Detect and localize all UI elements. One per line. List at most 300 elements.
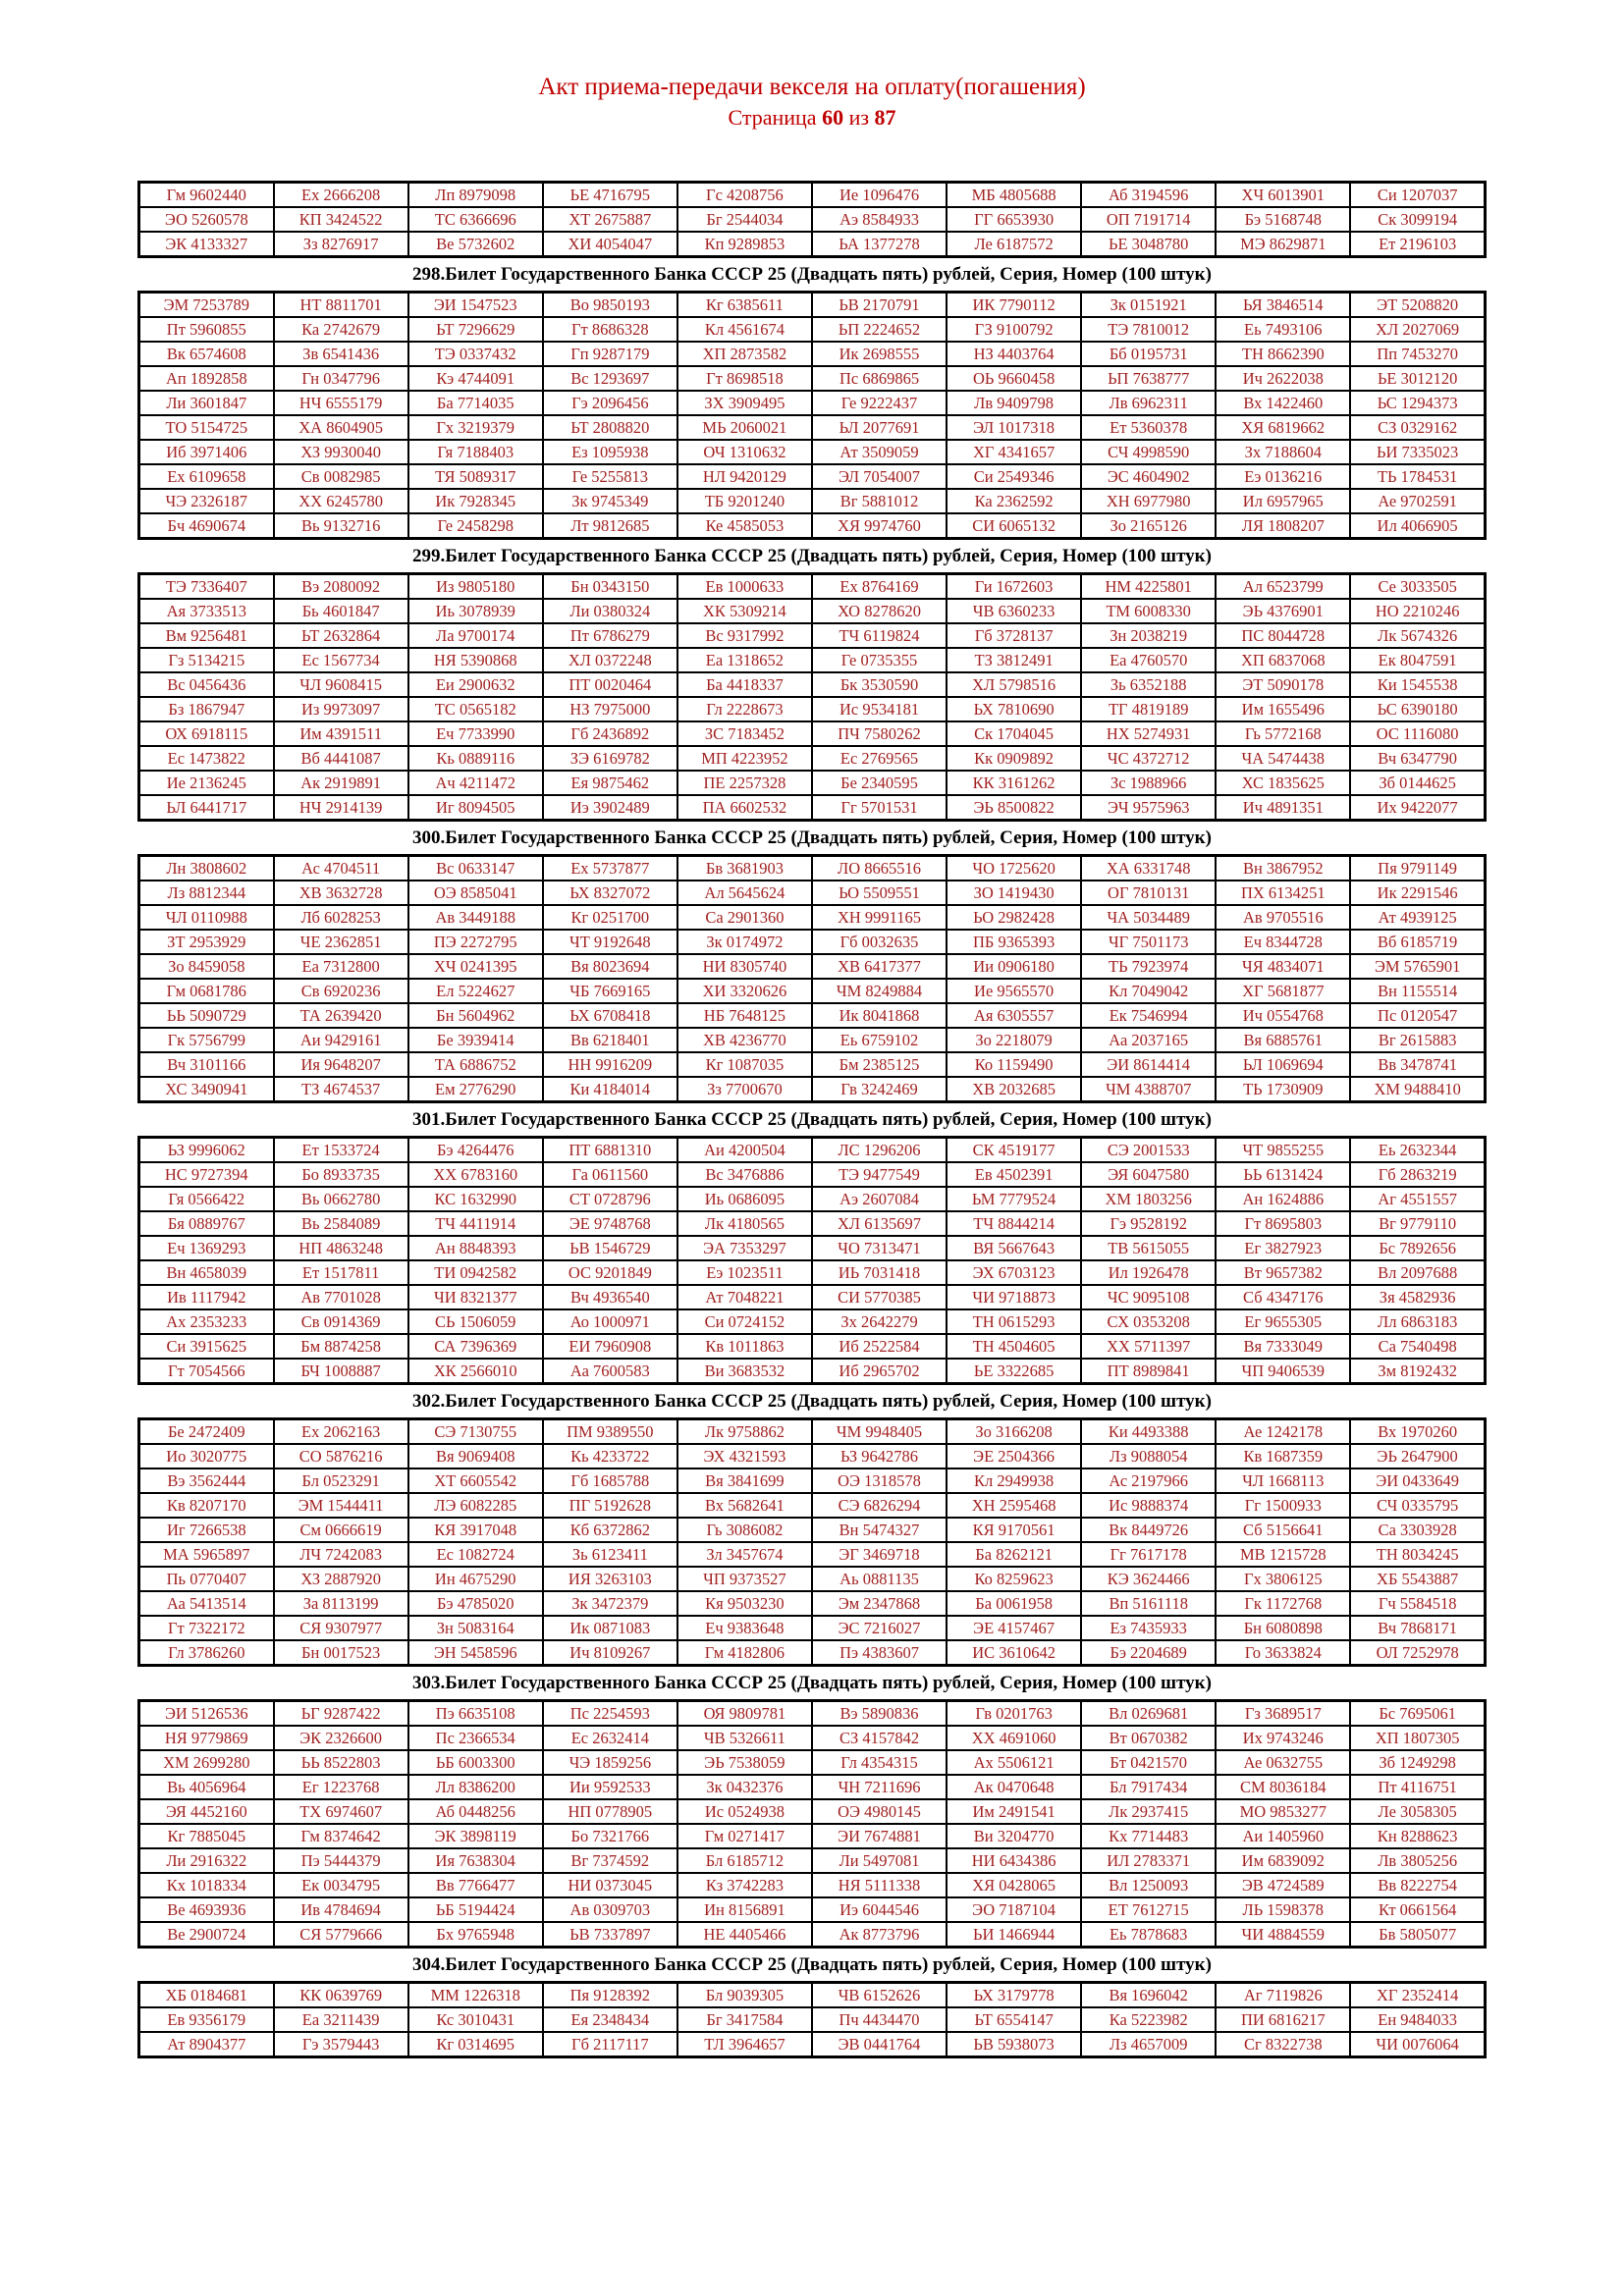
serial-cell: Ат 3509059 <box>812 440 947 464</box>
serial-cell: Св 6920236 <box>274 979 408 1003</box>
serial-cell: Ие 2136245 <box>139 771 274 795</box>
table-row <box>139 1873 1486 1897</box>
serial-cell: ПА 6602532 <box>677 795 812 821</box>
serial-cell: ТО 5154725 <box>139 415 274 440</box>
serial-cell: ЬБ 6003300 <box>408 1750 543 1775</box>
serial-cell: Бя 0889767 <box>139 1211 274 1236</box>
serial-cell: Ав 0309703 <box>543 1897 677 1922</box>
serial-cell: ЕТ 7612715 <box>1081 1897 1216 1922</box>
serial-cell: Аи 4200504 <box>677 1138 812 1163</box>
table-row <box>139 930 1486 954</box>
serial-cell: Гб 1685788 <box>543 1468 677 1493</box>
serial-cell: ЧП 9373527 <box>677 1567 812 1591</box>
serial-cell: ЛЭ 6082285 <box>408 1493 543 1518</box>
serial-cell: Гх 3806125 <box>1216 1567 1350 1591</box>
serial-cell: НО 2210246 <box>1350 599 1485 623</box>
table-row <box>139 366 1486 391</box>
section-header: 298.Билет Государственного Банка СССР 25 (Двадцать пять) рублей, Серия, Номер (100 штук) <box>412 264 1212 285</box>
serial-cell: Гг 5701531 <box>812 795 947 821</box>
serial-cell: СЧ 0335795 <box>1350 1493 1485 1518</box>
table-row <box>139 183 1486 208</box>
serial-cell: Лл 6863183 <box>1350 1309 1485 1334</box>
serial-cell: ЭВ 0441764 <box>812 2032 947 2057</box>
section-header: 299.Билет Государственного Банка СССР 25 (Двадцать пять) рублей, Серия, Номер (100 штук) <box>412 546 1212 566</box>
serial-cell: Эм 2347868 <box>812 1591 947 1616</box>
serial-cell: Сг 8322738 <box>1216 2032 1350 2057</box>
serial-cell: ЧТ 9855255 <box>1216 1138 1350 1163</box>
serial-cell: Иэ 6044546 <box>812 1897 947 1922</box>
serial-cell: Ае 9702591 <box>1350 489 1485 513</box>
serial-cell: Гэ 3579443 <box>274 2032 408 2057</box>
serial-cell: ТС 6366696 <box>408 207 543 232</box>
serial-cell: Зя 4582936 <box>1350 1285 1485 1309</box>
serial-cell: Кн 8288623 <box>1350 1824 1485 1848</box>
serial-cell: СЭ 7130755 <box>408 1419 543 1445</box>
serial-cell: Пч 4434470 <box>812 2007 947 2032</box>
serial-cell: Кк 0909892 <box>947 746 1081 771</box>
serial-cell: НЕ 4405466 <box>677 1922 812 1948</box>
serial-cell: ИЯ 3263103 <box>543 1567 677 1591</box>
serial-cell: Си 2549346 <box>947 464 1081 489</box>
serial-cell: ЭК 4133327 <box>139 232 274 257</box>
serial-cell: Зб 0144625 <box>1350 771 1485 795</box>
serial-cell: НС 9727394 <box>139 1162 274 1187</box>
serial-cell: ЧЭ 1859256 <box>543 1750 677 1775</box>
serial-cell: ЬЗ 9996062 <box>139 1138 274 1163</box>
serial-cell: Ич 4891351 <box>1216 795 1350 821</box>
serial-cell: Кх 1018334 <box>139 1873 274 1897</box>
serial-cell: Пс 2254593 <box>543 1701 677 1727</box>
serial-cell: Еа 4760570 <box>1081 648 1216 672</box>
serial-cell: ТС 0565182 <box>408 697 543 721</box>
serial-cell: ЧМ 4388707 <box>1081 1077 1216 1102</box>
serial-cell: ОЭ 8585041 <box>408 881 543 905</box>
serial-cell: Лк 2937415 <box>1081 1799 1216 1824</box>
serial-cell: Ея 9875462 <box>543 771 677 795</box>
serial-cell: ЬТ 2808820 <box>543 415 677 440</box>
serial-cell: Бл 7917434 <box>1081 1775 1216 1799</box>
serial-cell: Ае 1242178 <box>1216 1419 1350 1445</box>
serial-cell: Зо 2218079 <box>947 1028 1081 1052</box>
serial-cell: Вб 6185719 <box>1350 930 1485 954</box>
serial-cell: НЯ 5390868 <box>408 648 543 672</box>
serial-cell: ЗТ 2953929 <box>139 930 274 954</box>
serial-cell: МЭ 8629871 <box>1216 232 1350 257</box>
table-row <box>139 1236 1486 1260</box>
serial-cell: Ач 4211472 <box>408 771 543 795</box>
serial-cell: ЬТ 6554147 <box>947 2007 1081 2032</box>
serial-cell: Во 9850193 <box>543 293 677 318</box>
serial-cell: ЭН 5458596 <box>408 1640 543 1666</box>
serial-cell: За 8113199 <box>274 1591 408 1616</box>
serial-cell: СК 4519177 <box>947 1138 1081 1163</box>
serial-cell: ВЯ 5667643 <box>947 1236 1081 1260</box>
page-total: 87 <box>874 105 896 130</box>
serial-cell: Ик 7928345 <box>408 489 543 513</box>
table-row <box>139 1052 1486 1077</box>
serial-cell: Ио 3020775 <box>139 1444 274 1468</box>
serial-cell: Ая 3733513 <box>139 599 274 623</box>
serial-cell: Ки 4493388 <box>1081 1419 1216 1445</box>
table-row <box>139 1848 1486 1873</box>
serial-cell: Зв 6541436 <box>274 342 408 366</box>
table-row <box>139 440 1486 464</box>
serial-cell: МЬ 2060021 <box>677 415 812 440</box>
serial-cell: Бм 8874258 <box>274 1334 408 1359</box>
serial-cell: ХЧ 0241395 <box>408 954 543 979</box>
serial-cell: Ик 2291546 <box>1350 881 1485 905</box>
serial-cell: Ис 9534181 <box>812 697 947 721</box>
table-row <box>139 648 1486 672</box>
serial-cell: Кв 1011863 <box>677 1334 812 1359</box>
serial-cell: НН 9916209 <box>543 1052 677 1077</box>
serial-cell: Кл 2949938 <box>947 1468 1081 1493</box>
serial-cell: НХ 5274931 <box>1081 721 1216 746</box>
serial-cell: Гя 0566422 <box>139 1187 274 1211</box>
serial-cell: ХГ 5681877 <box>1216 979 1350 1003</box>
serial-cell: Ге 2458298 <box>408 513 543 539</box>
serial-cell: ЭС 4604902 <box>1081 464 1216 489</box>
serial-cell: ЭИ 1547523 <box>408 293 543 318</box>
serial-cell: ЭЬ 8500822 <box>947 795 1081 821</box>
serial-cell: Ев 9356179 <box>139 2007 274 2032</box>
table-row <box>139 623 1486 648</box>
serial-cell: Им 4391511 <box>274 721 408 746</box>
table-row <box>139 1285 1486 1309</box>
serial-cell: ТЬ 1784531 <box>1350 464 1485 489</box>
serial-cell: ХГ 4341657 <box>947 440 1081 464</box>
serial-cell: Гэ 9528192 <box>1081 1211 1216 1236</box>
serial-cell: Гл 4354315 <box>812 1750 947 1775</box>
serial-cell: Ес 1567734 <box>274 648 408 672</box>
serial-cell: Гб 0032635 <box>812 930 947 954</box>
serial-cell: Гя 7188403 <box>408 440 543 464</box>
serial-cell: Еч 7733990 <box>408 721 543 746</box>
serial-cell: ОЧ 1310632 <box>677 440 812 464</box>
serial-cell: Ея 2348434 <box>543 2007 677 2032</box>
serial-cell: ЬИ 1466944 <box>947 1922 1081 1948</box>
serial-cell: ПИ 6816217 <box>1216 2007 1350 2032</box>
serial-cell: НМ 4225801 <box>1081 574 1216 600</box>
serial-cell: Зн 2038219 <box>1081 623 1216 648</box>
serial-cell: Гл 3786260 <box>139 1640 274 1666</box>
serial-cell: Аа 2037165 <box>1081 1028 1216 1052</box>
serial-cell: Ик 8041868 <box>812 1003 947 1028</box>
serial-cell: ОХ 6918115 <box>139 721 274 746</box>
serial-cell: ЬЕ 4716795 <box>543 183 677 208</box>
serial-cell: ТЧ 6119824 <box>812 623 947 648</box>
serial-cell: ЬЯ 3846514 <box>1216 293 1350 318</box>
serial-cell: ЭТ 5208820 <box>1350 293 1485 318</box>
serial-cell: Вэ 3562444 <box>139 1468 274 1493</box>
serial-cell: Ех 8764169 <box>812 574 947 600</box>
serial-cell: ЭО 7187104 <box>947 1897 1081 1922</box>
table-row <box>139 1616 1486 1640</box>
serial-cell: ЧИ 9718873 <box>947 1285 1081 1309</box>
table-row <box>139 1567 1486 1591</box>
serial-cell: Пя 9791149 <box>1350 856 1485 881</box>
serial-cell: Лк 4180565 <box>677 1211 812 1236</box>
serial-cell: Еи 2900632 <box>408 672 543 697</box>
serial-cell: НТ 8811701 <box>274 293 408 318</box>
table-row <box>139 979 1486 1003</box>
serial-cell: ЭГ 3469718 <box>812 1542 947 1567</box>
serial-cell: Са 2901360 <box>677 905 812 930</box>
serial-cell: Ие 1096476 <box>812 183 947 208</box>
serial-cell: ТБ 9201240 <box>677 489 812 513</box>
table-row <box>139 1028 1486 1052</box>
serial-cell: Вк 8449726 <box>1081 1518 1216 1542</box>
serial-block-section-300 <box>137 854 1487 1103</box>
serial-cell: НЯ 9779869 <box>139 1726 274 1750</box>
table-row <box>139 1359 1486 1384</box>
serial-cell: ХМ 9488410 <box>1350 1077 1485 1102</box>
serial-cell: ХХ 6245780 <box>274 489 408 513</box>
serial-cell: ХХ 6783160 <box>408 1162 543 1187</box>
serial-cell: Ик 0871083 <box>543 1616 677 1640</box>
serial-cell: ХА 6331748 <box>1081 856 1216 881</box>
serial-cell: СЬ 1506059 <box>408 1309 543 1334</box>
serial-cell: Еа 7312800 <box>274 954 408 979</box>
serial-cell: ЧВ 6152626 <box>812 1983 947 2008</box>
table-row <box>139 293 1486 318</box>
serial-cell: Пь 0770407 <box>139 1567 274 1591</box>
serial-cell: Вя 1696042 <box>1081 1983 1216 2008</box>
serial-cell: ЭЯ 6047580 <box>1081 1162 1216 1187</box>
serial-cell: Пт 5960855 <box>139 317 274 342</box>
serial-cell: СИ 6065132 <box>947 513 1081 539</box>
serial-cell: ТН 4504605 <box>947 1334 1081 1359</box>
serial-cell: Их 9422077 <box>1350 795 1485 821</box>
serial-cell: ЬМ 7779524 <box>947 1187 1081 1211</box>
serial-cell: Вл 1250093 <box>1081 1873 1216 1897</box>
table-row <box>139 1468 1486 1493</box>
serial-cell: Ех 2666208 <box>274 183 408 208</box>
serial-cell: ЧЯ 4834071 <box>1216 954 1350 979</box>
table-row <box>139 1260 1486 1285</box>
table-row <box>139 1211 1486 1236</box>
serial-cell: ПМ 9389550 <box>543 1419 677 1445</box>
serial-cell: ЬВ 7337897 <box>543 1922 677 1948</box>
serial-cell: Вв 3478741 <box>1350 1052 1485 1077</box>
serial-cell: ТИ 0942582 <box>408 1260 543 1285</box>
serial-cell: ЗО 1419430 <box>947 881 1081 905</box>
serial-cell: Вг 2615883 <box>1350 1028 1485 1052</box>
serial-cell: ЧИ 4884559 <box>1216 1922 1350 1948</box>
table-row <box>139 1003 1486 1028</box>
serial-cell: ТЧ 8844214 <box>947 1211 1081 1236</box>
serial-cell: Им 1655496 <box>1216 697 1350 721</box>
table-row <box>139 1309 1486 1334</box>
serial-cell: Сб 4347176 <box>1216 1285 1350 1309</box>
serial-cell: СХ 0353208 <box>1081 1309 1216 1334</box>
serial-cell: Ег 3827923 <box>1216 1236 1350 1260</box>
serials-table-container <box>137 181 1487 2058</box>
serial-cell: Ав 9705516 <box>1216 905 1350 930</box>
serial-cell: ХИ 4054047 <box>543 232 677 257</box>
serial-cell: СИ 5770385 <box>812 1285 947 1309</box>
serial-cell: Зь 6352188 <box>1081 672 1216 697</box>
serial-cell: Кг 0251700 <box>543 905 677 930</box>
serial-cell: ЬЬ 5090729 <box>139 1003 274 1028</box>
serial-cell: Вх 5682641 <box>677 1493 812 1518</box>
serial-cell: ЭЛ 7054007 <box>812 464 947 489</box>
serial-cell: Вс 1293697 <box>543 366 677 391</box>
table-row <box>139 1983 1486 2008</box>
serial-cell: Ао 1000971 <box>543 1309 677 1334</box>
serial-cell: ЬЗ 9642786 <box>812 1444 947 1468</box>
serial-cell: Иь 3078939 <box>408 599 543 623</box>
serial-cell: Бх 9765948 <box>408 1922 543 1948</box>
serial-cell: ЧС 4372712 <box>1081 746 1216 771</box>
serial-cell: ЬХ 8327072 <box>543 881 677 905</box>
serial-cell: ЬА 1377278 <box>812 232 947 257</box>
serial-cell: Ли 3601847 <box>139 391 274 415</box>
table-row <box>139 697 1486 721</box>
serial-cell: Вн 4658039 <box>139 1260 274 1285</box>
table-row <box>139 1824 1486 1848</box>
serial-cell: Пт 6786279 <box>543 623 677 648</box>
serial-cell: ЭМ 5765901 <box>1350 954 1485 979</box>
serial-cell: Бн 6080898 <box>1216 1616 1350 1640</box>
serial-cell: Ет 1533724 <box>274 1138 408 1163</box>
serial-cell: Ив 1117942 <box>139 1285 274 1309</box>
serial-cell: ТА 6886752 <box>408 1052 543 1077</box>
serial-cell: ЧВ 5326611 <box>677 1726 812 1750</box>
page-word: Страница <box>728 105 817 130</box>
serial-cell: Ич 8109267 <box>543 1640 677 1666</box>
serial-cell: Гь 5772168 <box>1216 721 1350 746</box>
serial-cell: Вс 9317992 <box>677 623 812 648</box>
serial-cell: Аэ 2607084 <box>812 1187 947 1211</box>
serial-cell: Кс 3010431 <box>408 2007 543 2032</box>
serial-cell: КП 3424522 <box>274 207 408 232</box>
serial-cell: ЭК 2326600 <box>274 1726 408 1750</box>
serial-cell: Вс 0633147 <box>408 856 543 881</box>
serial-cell: Ки 4184014 <box>543 1077 677 1102</box>
serial-cell: Ех 5737877 <box>543 856 677 881</box>
serial-cell: ОП 7191714 <box>1081 207 1216 232</box>
serial-cell: Кв 1687359 <box>1216 1444 1350 1468</box>
serial-cell: Бэ 4264476 <box>408 1138 543 1163</box>
serial-cell: ЧМ 8249884 <box>812 979 947 1003</box>
serial-cell: ХН 9991165 <box>812 905 947 930</box>
serial-cell: Гм 8374642 <box>274 1824 408 1848</box>
serial-cell: ПГ 5192628 <box>543 1493 677 1518</box>
serial-cell: СЯ 5779666 <box>274 1922 408 1948</box>
serial-cell: Вэ 5890836 <box>812 1701 947 1727</box>
serial-cell: ЛС 1296206 <box>812 1138 947 1163</box>
serial-cell: ЗС 7183452 <box>677 721 812 746</box>
serial-cell: Гм 4182806 <box>677 1640 812 1666</box>
serial-cell: Аэ 8584933 <box>812 207 947 232</box>
serial-cell: Ба 8262121 <box>947 1542 1081 1567</box>
serial-cell: ЬХ 6708418 <box>543 1003 677 1028</box>
serial-cell: Вт 9657382 <box>1216 1260 1350 1285</box>
serial-cell: Вс 3476886 <box>677 1162 812 1187</box>
serial-cell: Иб 2522584 <box>812 1334 947 1359</box>
serial-cell: ХЯ 0428065 <box>947 1873 1081 1897</box>
serial-cell: ПС 8044728 <box>1216 623 1350 648</box>
serial-cell: Еэ 1023511 <box>677 1260 812 1285</box>
serial-cell: Аг 4551557 <box>1350 1187 1485 1211</box>
serial-cell: Ал 5645624 <box>677 881 812 905</box>
serial-cell: ХЛ 0372248 <box>543 648 677 672</box>
serial-cell: Ба 0061958 <box>947 1591 1081 1616</box>
serial-cell: ХО 8278620 <box>812 599 947 623</box>
serial-cell: Иб 3971406 <box>139 440 274 464</box>
table-row <box>139 574 1486 600</box>
serial-cell: Ег 1223768 <box>274 1775 408 1799</box>
serial-cell: Ли 5497081 <box>812 1848 947 1873</box>
section-header: 302.Билет Государственного Банка СССР 25 (Двадцать пять) рублей, Серия, Номер (100 штук) <box>412 1391 1212 1412</box>
serial-cell: ОЯ 9809781 <box>677 1701 812 1727</box>
serial-cell: Вя 8023694 <box>543 954 677 979</box>
serial-cell: ЬВ 1546729 <box>543 1236 677 1260</box>
serial-cell: Ем 2776290 <box>408 1077 543 1102</box>
serial-cell: МА 5965897 <box>139 1542 274 1567</box>
serial-cell: ЧА 5474438 <box>1216 746 1350 771</box>
serial-cell: ЭЛ 1017318 <box>947 415 1081 440</box>
serial-cell: НЗ 4403764 <box>947 342 1081 366</box>
serial-cell: Вч 6347790 <box>1350 746 1485 771</box>
serial-cell: Гм 0271417 <box>677 1824 812 1848</box>
serial-cell: Ив 4784694 <box>274 1897 408 1922</box>
serial-cell: Ге 5255813 <box>543 464 677 489</box>
serial-cell: ЬО 5509551 <box>812 881 947 905</box>
serial-cell: Вя 3841699 <box>677 1468 812 1493</box>
serial-cell: Бн 0343150 <box>543 574 677 600</box>
serial-cell: ОЭ 4980145 <box>812 1799 947 1824</box>
serial-cell: ЧЕ 2362851 <box>274 930 408 954</box>
serial-cell: ЧИ 8321377 <box>408 1285 543 1309</box>
serial-cell: ЧП 9406539 <box>1216 1359 1350 1384</box>
serial-cell: Вь 4056964 <box>139 1775 274 1799</box>
serial-cell: ЧГ 7501173 <box>1081 930 1216 954</box>
serial-cell: Зо 3166208 <box>947 1419 1081 1445</box>
serial-cell: Вв 8222754 <box>1350 1873 1485 1897</box>
table-row <box>139 1799 1486 1824</box>
serial-cell: ТГ 4819189 <box>1081 697 1216 721</box>
serial-cell: ИК 7790112 <box>947 293 1081 318</box>
serial-cell: Ии 0906180 <box>947 954 1081 979</box>
serial-cell: Вч 7868171 <box>1350 1616 1485 1640</box>
serial-cell: ЧЛ 1668113 <box>1216 1468 1350 1493</box>
serial-block-section-299 <box>137 572 1487 822</box>
serial-cell: Вс 0456436 <box>139 672 274 697</box>
section-header: 301.Билет Государственного Банка СССР 25 (Двадцать пять) рублей, Серия, Номер (100 штук) <box>412 1109 1212 1130</box>
table-row <box>139 2032 1486 2057</box>
serial-cell: Из 9973097 <box>274 697 408 721</box>
serial-cell: СА 7396369 <box>408 1334 543 1359</box>
serial-cell: Вя 7333049 <box>1216 1334 1350 1359</box>
serial-cell: ХК 2566010 <box>408 1359 543 1384</box>
serial-cell: Вэ 2080092 <box>274 574 408 600</box>
serial-cell: СЭ 2001533 <box>1081 1138 1216 1163</box>
serial-cell: НП 0778905 <box>543 1799 677 1824</box>
serial-cell: Гз 3689517 <box>1216 1701 1350 1727</box>
serial-cell: Бс 7892656 <box>1350 1236 1485 1260</box>
serial-cell: Аа 5413514 <box>139 1591 274 1616</box>
serial-cell: ЧО 1725620 <box>947 856 1081 881</box>
serial-cell: Аг 7119826 <box>1216 1983 1350 2008</box>
serial-cell: Гм 9602440 <box>139 183 274 208</box>
serial-cell: Зм 8192432 <box>1350 1359 1485 1384</box>
serial-cell: ЧН 7211696 <box>812 1775 947 1799</box>
serial-cell: Вг 7374592 <box>543 1848 677 1873</box>
serial-cell: Ии 9592533 <box>543 1775 677 1799</box>
serial-cell: ЭЬ 2647900 <box>1350 1444 1485 1468</box>
